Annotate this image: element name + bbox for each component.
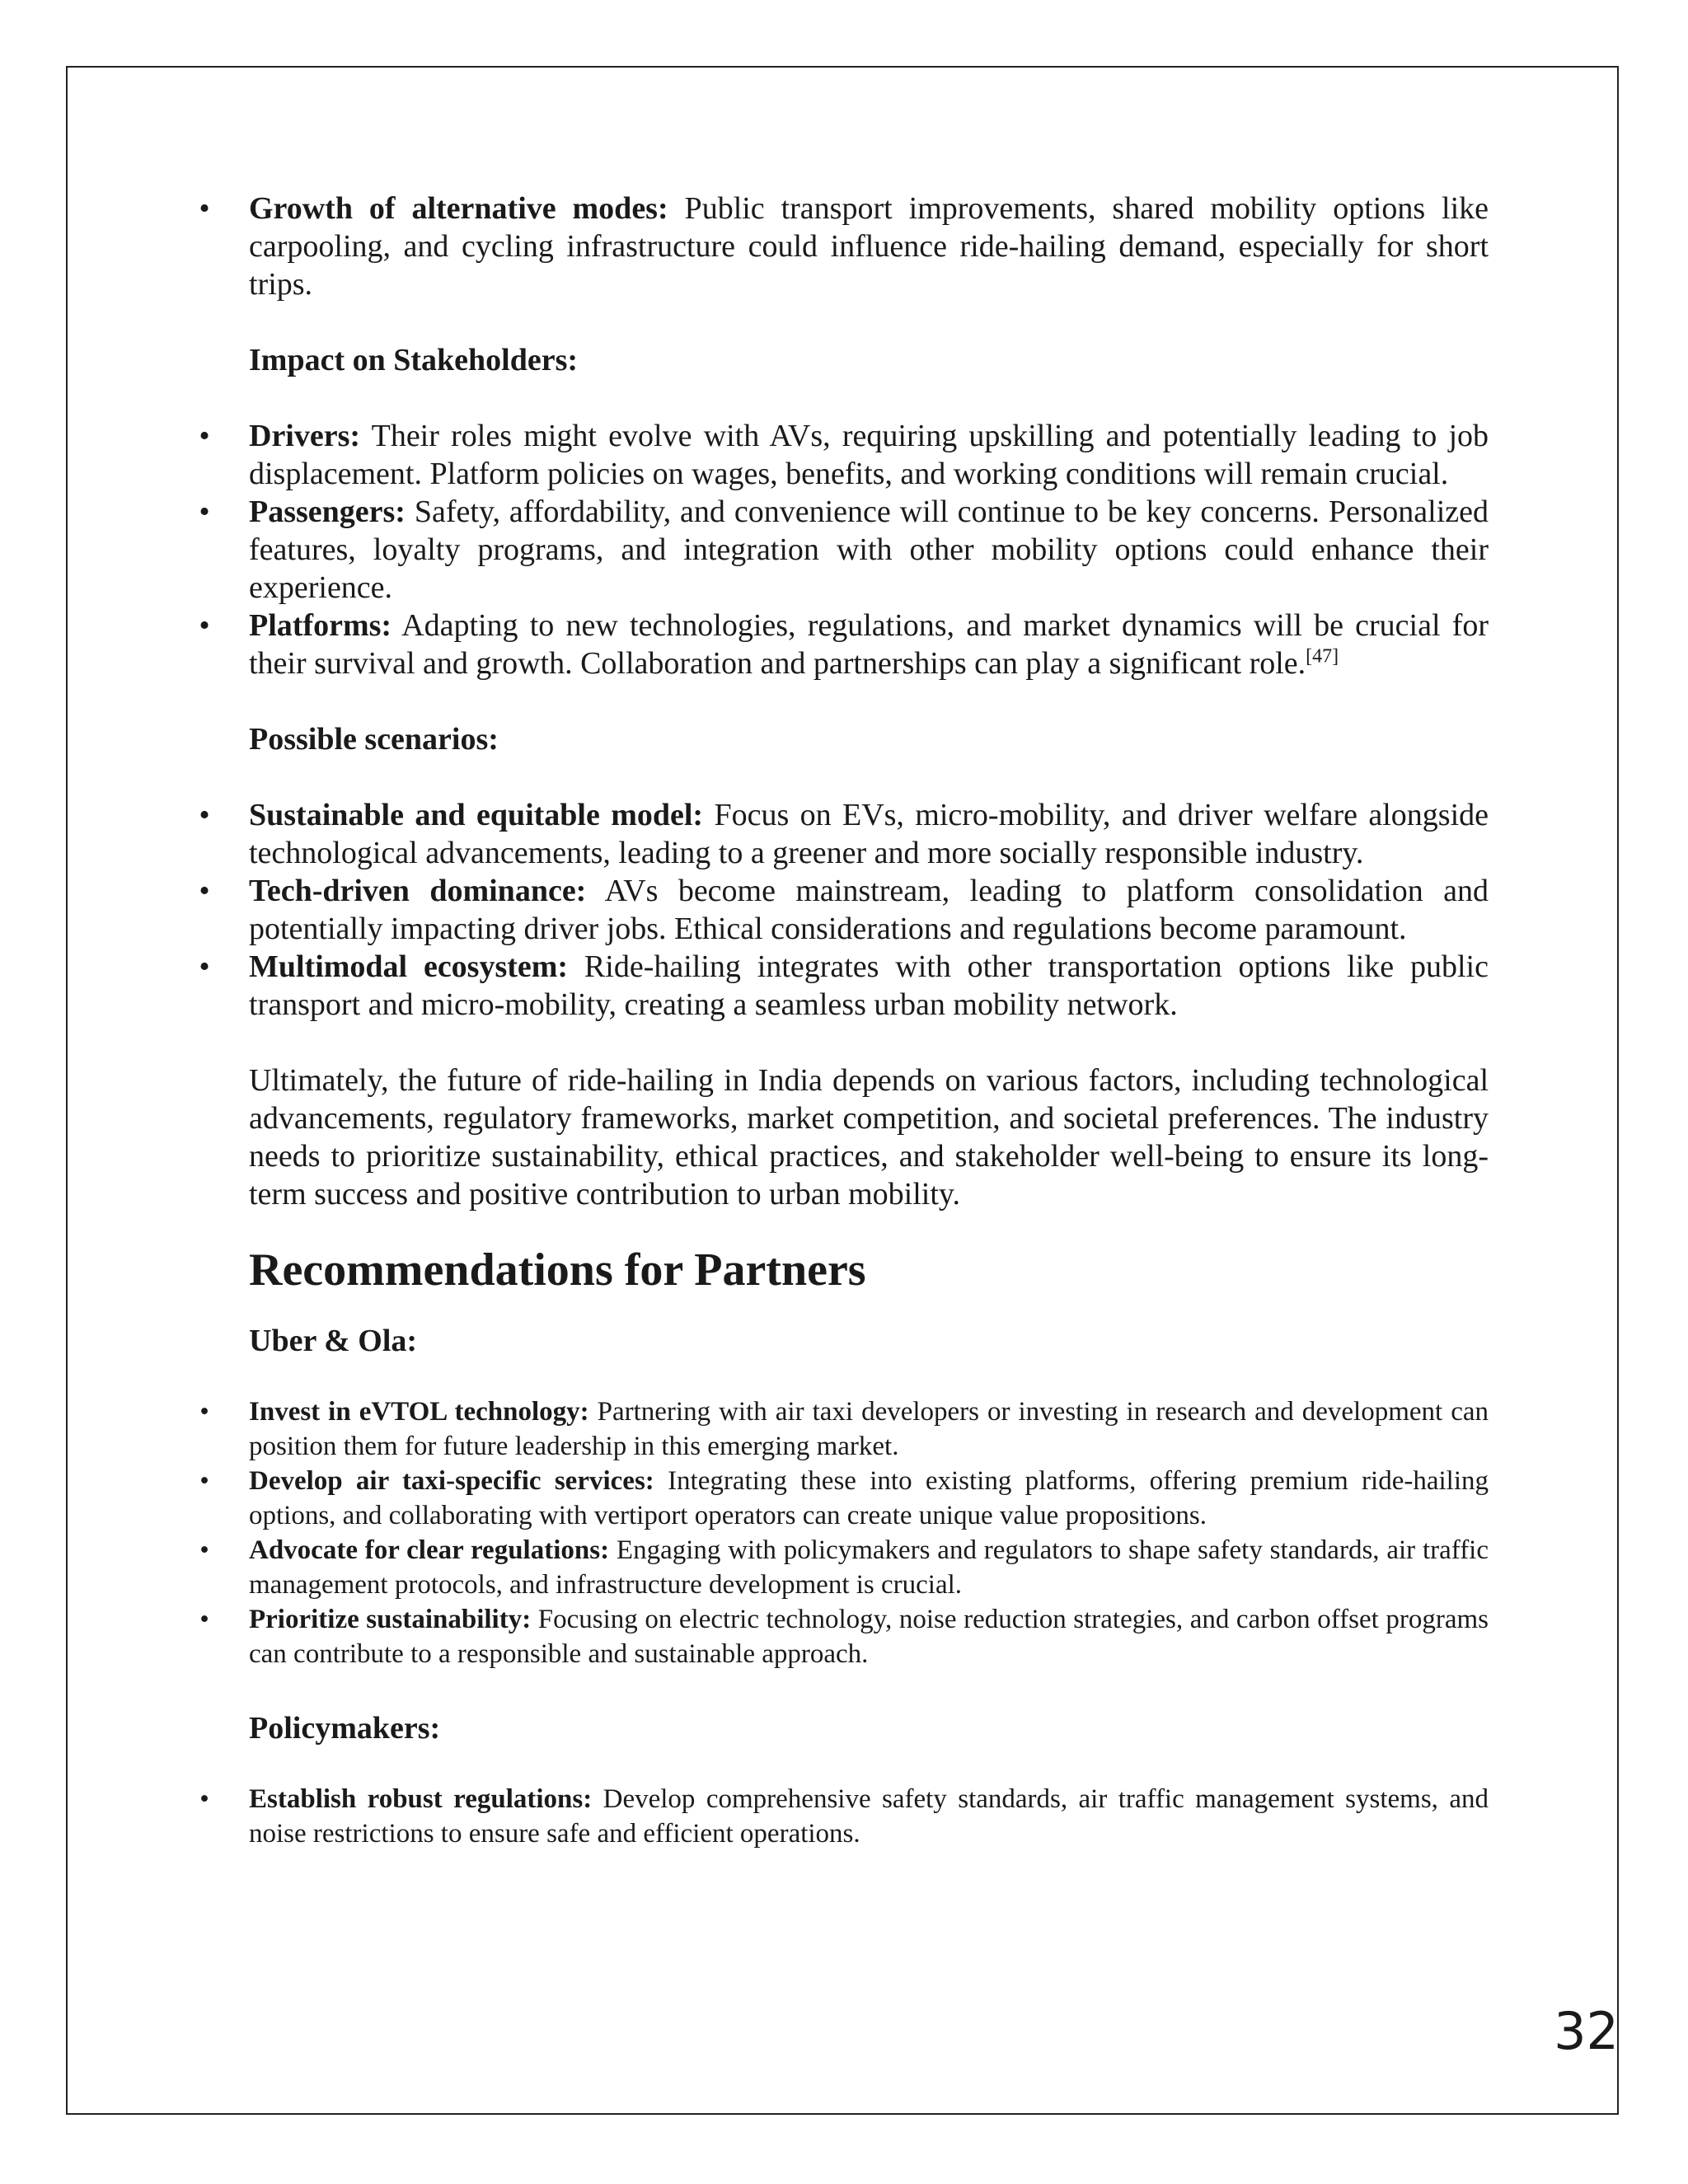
- policymakers-list: [196, 1782, 1489, 1851]
- bullet-icon: •: [199, 798, 210, 832]
- item-term: Drivers:: [249, 419, 361, 453]
- item-term: Invest in eVTOL technology:: [249, 1397, 589, 1427]
- section-title: Recommendations for Partners: [249, 1244, 866, 1296]
- bullet-icon: •: [199, 1397, 209, 1427]
- list-item: [196, 607, 1489, 682]
- item-term: Multimodal ecosystem:: [249, 949, 569, 984]
- scenarios-list: [196, 796, 1489, 1024]
- bullet-icon: •: [199, 1535, 209, 1565]
- item-text: Their roles might evolve with AVs, requiring upskilling and potentially leading to job displacement. Platform policies on wages, benefits, and working conditions will remain crucial.: [249, 419, 1489, 491]
- policymakers-heading: Policymakers:: [249, 1711, 441, 1746]
- item-term: Passengers:: [249, 494, 406, 529]
- item-text: Public transport improvements, shared mobility options like carpooling, and cycling infrastructure could influence ride-hailing demand, especially for short trips.: [249, 191, 1489, 302]
- item-term: Advocate for clear regulations:: [249, 1535, 610, 1565]
- scenarios-heading: Possible scenarios:: [249, 722, 499, 757]
- list-item: [196, 1394, 1489, 1464]
- stakeholders-heading: Impact on Stakeholders:: [249, 343, 579, 377]
- uber-ola-list: [196, 1394, 1489, 1671]
- citation-ref: [47]: [1306, 645, 1339, 668]
- bullet-icon: •: [199, 1466, 209, 1496]
- item-text: AVs become mainstream, leading to platform consolidation and potentially impacting driver jobs. Ethical considerations and regulations become paramount.: [249, 874, 1489, 946]
- conclusion-paragraph: Ultimately, the future of ride-hailing in India depends on various factors, including technological advancements, regulatory frameworks, market competition, and societal preferences. The industry needs to prioritize sustainability, ethical practices, and stakeholder well-being to ensure its long-term success and positive contribution to urban mobility.: [249, 1063, 1489, 1212]
- list-item: [196, 1602, 1489, 1671]
- page-content: [196, 190, 1489, 1851]
- item-text: Safety, affordability, and convenience will continue to be key concerns. Personalized features, loyalty programs, and integration with other mobility options could enhance their experience.: [249, 494, 1489, 605]
- list-item: [196, 1464, 1489, 1533]
- item-term: Establish robust regulations:: [249, 1784, 593, 1814]
- list-item: [196, 190, 1489, 303]
- bullet-icon: •: [199, 1784, 209, 1814]
- list-item: [196, 493, 1489, 607]
- bullet-icon: •: [199, 949, 210, 984]
- item-term: Develop air taxi-specific services:: [249, 1466, 654, 1496]
- bullet-icon: •: [199, 191, 210, 226]
- item-text: Adapting to new technologies, regulations, and market dynamics will be crucial for their survival and growth. Collaboration and partnerships can play a significant role.: [249, 608, 1489, 681]
- item-text: Focus on EVs, micro-mobility, and driver welfare alongside technological advancements, leading to a greener and more socially responsible industry.: [249, 798, 1489, 870]
- list-item: [196, 948, 1489, 1024]
- list-item: [196, 796, 1489, 872]
- page-number: 32: [1554, 2001, 1619, 2061]
- list-item: [196, 1533, 1489, 1602]
- item-term: Prioritize sustainability:: [249, 1605, 532, 1634]
- bullet-icon: •: [199, 608, 210, 643]
- item-text: Integrating these into existing platforms, offering premium ride-hailing options, and collaborating with vertiport operators can create unique value propositions.: [249, 1466, 1489, 1530]
- item-text: Engaging with policymakers and regulators to shape safety standards, air traffic management protocols, and infrastructure development is crucial.: [249, 1535, 1489, 1600]
- item-text: Develop comprehensive safety standards, air traffic management systems, and noise restrictions to ensure safe and efficient operations.: [249, 1784, 1489, 1849]
- bullet-icon: •: [199, 419, 210, 453]
- bullet-icon: •: [199, 1605, 209, 1634]
- alternatives-list: [196, 190, 1489, 303]
- list-item: [196, 417, 1489, 493]
- bullet-icon: •: [199, 494, 210, 529]
- uber-ola-heading: Uber & Ola:: [249, 1324, 418, 1358]
- list-item: [196, 872, 1489, 948]
- item-term: Sustainable and equitable model:: [249, 798, 704, 832]
- list-item: [196, 1782, 1489, 1851]
- item-term: Platforms:: [249, 608, 392, 643]
- item-term: Growth of alternative modes:: [249, 191, 668, 226]
- item-text: Partnering with air taxi developers or investing in research and development can position them for future leadership in this emerging market.: [249, 1397, 1489, 1461]
- stakeholders-list: [196, 417, 1489, 682]
- bullet-icon: •: [199, 874, 210, 908]
- item-text: Focusing on electric technology, noise reduction strategies, and carbon offset programs can contribute to a responsible and sustainable approach.: [249, 1605, 1489, 1669]
- item-text: Ride-hailing integrates with other transportation options like public transport and micro-mobility, creating a seamless urban mobility network.: [249, 949, 1489, 1022]
- item-term: Tech-driven dominance:: [249, 874, 587, 908]
